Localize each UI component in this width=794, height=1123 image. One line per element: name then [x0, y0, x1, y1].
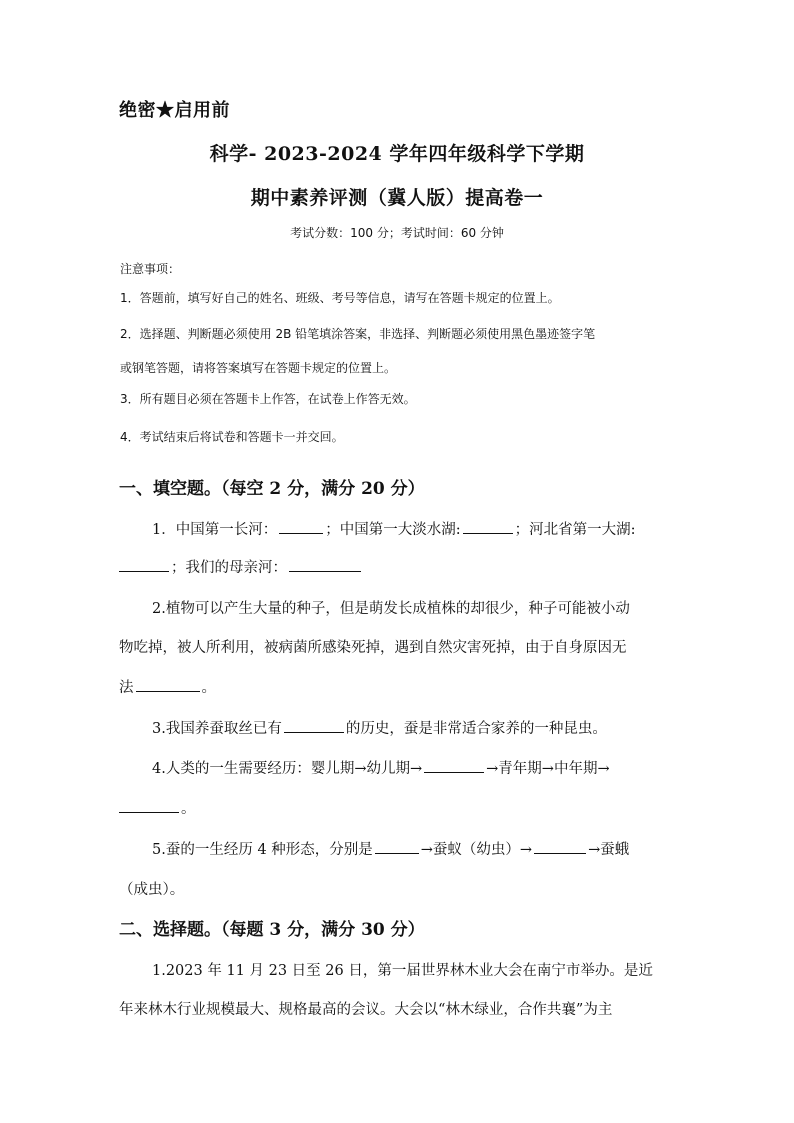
question-4-line2: 。 [119, 797, 196, 818]
choice-question-1-line1: 1.2023 年 11 月 23 日至 26 日，第一届世界林木业大会在南宁市举办。是近 [152, 963, 653, 979]
question-1-line2: ；我们的母亲河： [119, 556, 363, 577]
notice-item-1: 1．答题前，填写好自己的姓名、班级、考号等信息，请写在答题卡规定的位置上。 [120, 291, 560, 305]
question-3: 3.我国养蚕取丝已有 的历史，蚕是非常适合家养的一种昆虫。 [152, 717, 607, 738]
question-2-line1: 2.植物可以产生大量的种子，但是萌发长成植株的却很少，种子可能被小动 [152, 601, 630, 617]
exam-info: 考试分数：100 分；考试时间：60 分钟 [290, 226, 504, 240]
exam-title-line2: 期中素养评测（冀人版）提高卷一 [250, 187, 544, 209]
question-5-line1: 5.蚕的一生经历 4 种形态，分别是 →蚕蚁（幼虫）→ →蚕蛾 [152, 838, 629, 859]
answer-blank[interactable] [136, 677, 200, 692]
question-4-line1: 4.人类的一生需要经历：婴儿期→幼儿期→ →青年期→中年期→ [152, 757, 610, 778]
notice-item-2-cont: 或钢笔答题，请将答案填写在答题卡规定的位置上。 [120, 361, 397, 375]
answer-blank[interactable] [119, 798, 179, 813]
answer-blank[interactable] [279, 519, 323, 534]
top-secret-label: 绝密★启用前 [119, 100, 230, 121]
answer-blank[interactable] [289, 557, 361, 572]
section-fill-in-title: 一、填空题。（每空 2 分，满分 20 分） [119, 479, 425, 499]
notice-item-2: 2．选择题、判断题必须使用 2B 铅笔填涂答案，非选择、判断题必须使用黑色墨迹签字笔 [120, 327, 596, 341]
section-choice-title: 二、选择题。（每题 3 分，满分 30 分） [119, 920, 425, 940]
answer-blank[interactable] [424, 758, 484, 773]
notice-title: 注意事项： [120, 262, 181, 276]
question-2-line3: 法 。 [119, 676, 216, 697]
answer-blank[interactable] [375, 839, 419, 854]
answer-blank[interactable] [119, 557, 169, 572]
question-5-line2: （成虫）。 [119, 882, 185, 898]
notice-item-3: 3．所有题目必须在答题卡上作答，在试卷上作答无效。 [120, 392, 416, 406]
answer-blank[interactable] [463, 519, 513, 534]
question-1-line1: 1．中国第一长河： ；中国第一大淡水湖: ；河北省第一大湖: [152, 518, 636, 539]
question-2-line2: 物吃掉，被人所利用，被病菌所感染死掉，遇到自然灾害死掉，由于自身原因无 [119, 640, 627, 656]
answer-blank[interactable] [534, 839, 586, 854]
exam-title-line1: 科学- 2023-2024 学年四年级科学下学期 [209, 143, 585, 165]
notice-item-4: 4．考试结束后将试卷和答题卡一并交回。 [120, 430, 344, 444]
choice-question-1-line2: 年来林木行业规模最大、规格最高的会议。大会以“林木绿业，合作共襄”为主 [119, 1002, 613, 1018]
answer-blank[interactable] [284, 718, 344, 733]
